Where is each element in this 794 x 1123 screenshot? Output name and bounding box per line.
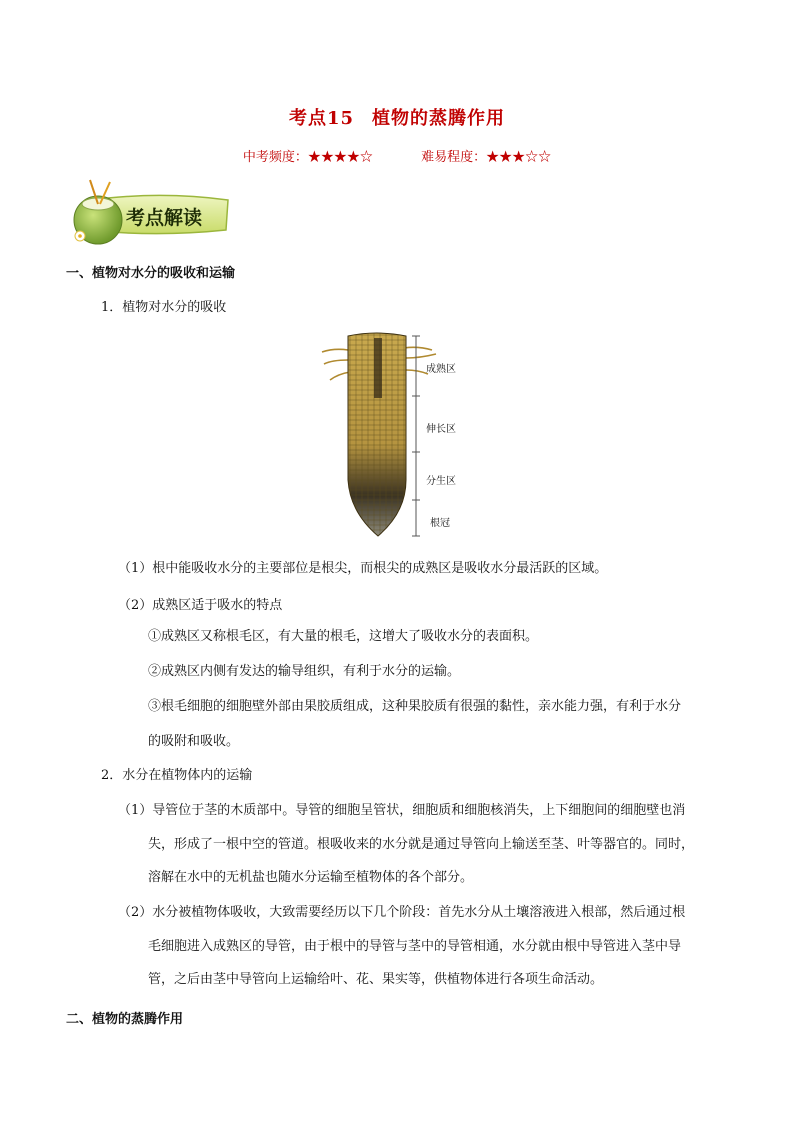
difficulty-stars: ★★★☆☆: [486, 150, 552, 165]
coconut-drink-icon: [74, 180, 122, 244]
list-item: ②成熟区内侧有发达的输导组织，有利于水分的运输。: [148, 664, 461, 679]
topic-number: 考点15: [288, 108, 355, 129]
badge-text: 考点解读: [126, 207, 203, 229]
section-badge: [68, 178, 232, 248]
label-meristem-zone: 分生区: [426, 476, 456, 487]
sub2-p2-line: 毛细胞进入成熟区的导管，由于根中的导管与茎中的导管相通，水分就由根中导管进入茎中导: [148, 939, 682, 954]
label-elongation-zone: 伸长区: [426, 424, 456, 435]
section1-heading: 一、植物对水分的吸收和运输: [66, 266, 236, 281]
section2-heading: 二、植物的蒸腾作用: [66, 1012, 184, 1027]
sub1-heading: 1．植物对水分的吸收: [101, 300, 227, 315]
meta-line: [0, 146, 794, 165]
page-title: [0, 104, 794, 130]
sub2-p1-line: 溶解在水中的无机盐也随水分运输至植物体的各个部分。: [148, 870, 474, 885]
sub1-paragraph-1: （1）根中能吸收水分的主要部位是根尖，而根尖的成熟区是吸收水分最活跃的区域。: [118, 561, 608, 576]
sub2-p2-line: 管，之后由茎中导管向上运输给叶、花、果实等，供植物体进行各项生命活动。: [148, 972, 604, 987]
frequency-stars: ★★★★☆: [307, 150, 373, 165]
list-item: ③根毛细胞的细胞壁外部由果胶质组成，这种果胶质有很强的黏性，亲水能力强，有利于水分: [148, 699, 682, 714]
sub2-p1-line: （1）导管位于茎的木质部中。导管的细胞呈管状，细胞质和细胞核消失，上下细胞间的细胞壁也消: [118, 803, 686, 818]
difficulty: [421, 146, 551, 165]
sub2-p1-line: 失，形成了一根中空的管道。根吸收来的水分就是通过导管向上输送至茎、叶等器官的。同时，: [148, 837, 695, 852]
sub1-paragraph-2: （2）成熟区适于吸水的特点: [118, 598, 283, 613]
root-tip-figure: [320, 330, 480, 542]
frequency: [243, 146, 373, 165]
label-root-cap: 根冠: [430, 518, 450, 529]
sub2-p2-line: （2）水分被植物体吸收，大致需要经历以下几个阶段：首先水分从土壤溶液进入根部，然后通过根: [118, 905, 686, 920]
frequency-label: 中考频度：: [242, 150, 308, 165]
topic-name: 植物的蒸腾作用: [372, 108, 506, 129]
label-maturation-zone: 成熟区: [426, 364, 456, 375]
sub2-heading: 2．水分在植物体内的运输: [101, 768, 253, 783]
difficulty-label: 难易程度：: [421, 150, 487, 165]
list-item: ①成熟区又称根毛区，有大量的根毛，这增大了吸收水分的表面积。: [148, 629, 539, 644]
list-item-continuation: 的吸附和吸收。: [148, 734, 240, 749]
